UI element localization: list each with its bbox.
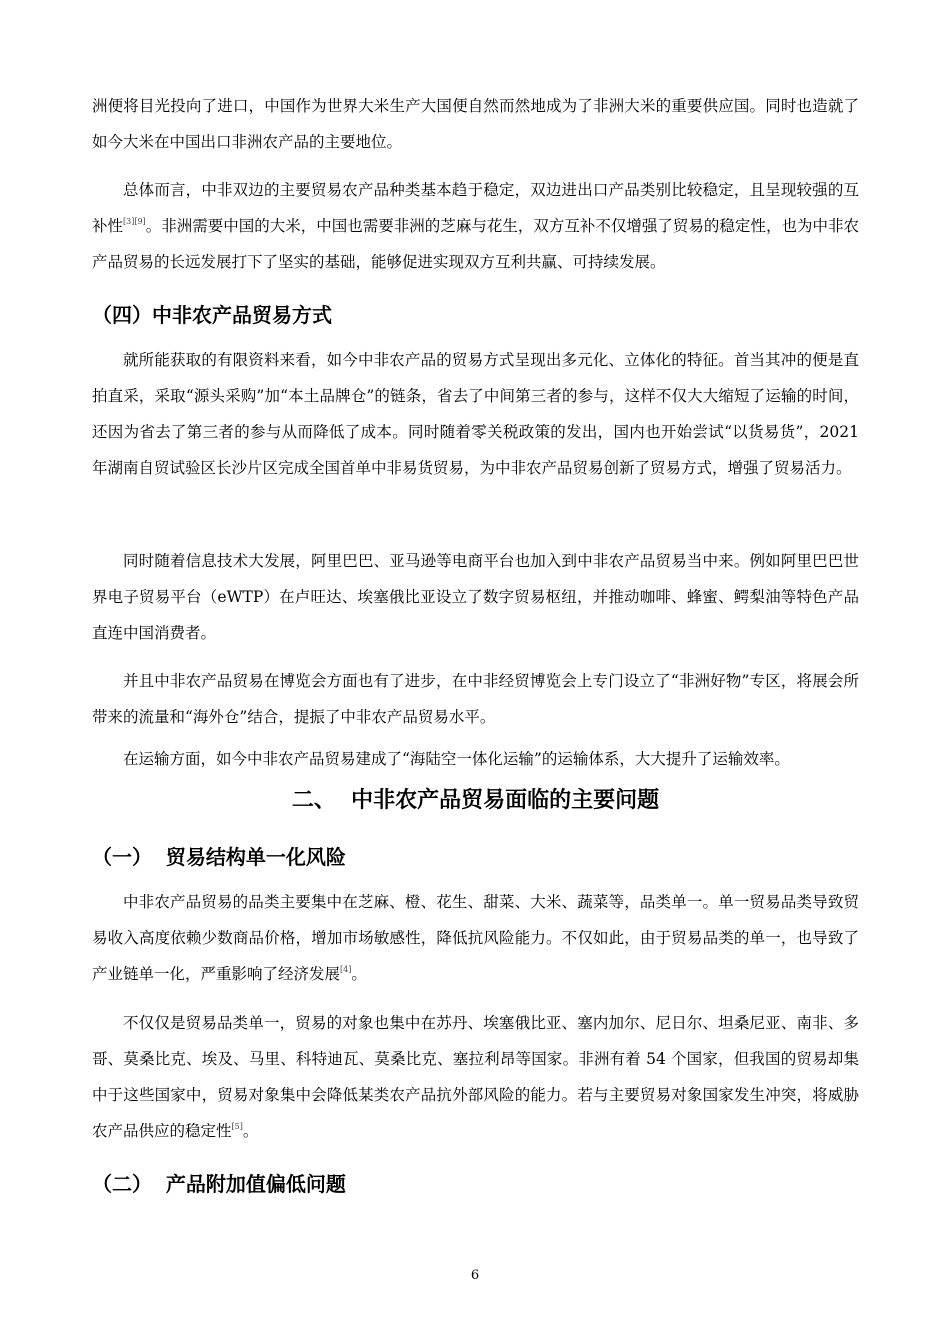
paragraph-text: 同时随着信息技术大发展，阿里巴巴、亚马逊等电商平台也加入到中非农产品贸易当中来。例如阿里巴巴世界电子贸易平台（eWTP）在卢旺达、埃塞俄比亚设立了数字贸易枢纽，并推动咖啡、蜂蜜、鳄梨油等特色产品直连中国消费者。 xyxy=(92,552,859,642)
paragraph-trade-partners xyxy=(92,1005,859,1149)
section-heading-trade-methods: （四）中非农产品贸易方式 xyxy=(92,303,332,327)
page-number: 6 xyxy=(470,1268,480,1283)
paragraph-text: 就所能获取的有限资料来看，如今中非农产品的贸易方式呈现出多元化、立体化的特征。首当其冲的便是直拍直采，采取“源头采购”加“本土品牌仓”的链条，省去了中间第三者的参与，这样不仅大大缩短了运输的时间，还因为省去了第三者的参与从而降低了成本。同时随着零关税政策的发出，国内也开始尝试“以货易货”，2021 年湖南自贸试验区长沙片区完成全国首单中非易货贸易，为中非农产品贸易创新了贸易方式，增强了贸易活力。 xyxy=(92,351,859,477)
paragraph-transport xyxy=(92,741,859,777)
paragraph-complementarity xyxy=(92,172,859,280)
paragraph-text: 。非洲需要中国的大米，中国也需要非洲的芝麻与花生，双方互补不仅增强了贸易的稳定性，也为中非农产品贸易的长远发展打下了坚实的基础，能够促进实现双方互利共赢、可持续发展。 xyxy=(92,217,859,271)
paragraph-text: 。 xyxy=(242,1122,259,1140)
paragraph-text: 。 xyxy=(351,965,367,983)
paragraph-rice-import xyxy=(92,88,859,160)
citation: [5] xyxy=(231,1122,243,1131)
paragraph-text: 洲便将目光投向了进口，中国作为世界大米生产大国便自然而然地成为了非洲大米的重要供应国。同时也造就了如今大米在中国出口非洲农产品的主要地位。 xyxy=(92,97,859,151)
section-heading-structure-risk: （一） 贸易结构单一化风险 xyxy=(92,845,346,869)
paragraph-text: 在运输方面，如今中非农产品贸易建成了“海陆空一体化运输”的运输体系，大大提升了运输效率。 xyxy=(123,750,790,768)
section-heading-low-value-added: （二） 产品附加值偏低问题 xyxy=(92,1172,346,1196)
paragraph-ecommerce xyxy=(92,543,859,651)
paragraph-text: 并且中非农产品贸易在博览会方面也有了进步，在中非经贸博览会上专门设立了“非洲好物”专区，将展会所带来的流量和“海外仓”结合，提振了中非农产品贸易水平。 xyxy=(92,672,859,726)
citation: [3][9] xyxy=(123,217,146,226)
paragraph-text: 不仅仅是贸易品类单一，贸易的对象也集中在苏丹、埃塞俄比亚、塞内加尔、尼日尔、坦桑尼亚、南非、多哥、莫桑比克、埃及、马里、科特迪瓦、莫桑比克、塞拉利昂等国家。非洲有着 54 个国家，但我国的贸易却集中于这些国家中，贸易对象集中会降低某类农产品抗外部风险的能力。若与主要贸易对象国家发生冲突，将威胁农产品供应的稳定性 xyxy=(92,1014,859,1140)
paragraph-text: 总体而言，中非双边的主要贸易农产品种类基本趋于稳定，双边进出口产品类别比较稳定，且呈现较强的互补性 xyxy=(92,181,859,235)
citation: [4] xyxy=(340,965,352,974)
paragraph-trade-methods xyxy=(92,342,859,486)
paragraph-expo xyxy=(92,663,859,735)
paragraph-text: 中非农产品贸易的品类主要集中在芝麻、橙、花生、甜菜、大米、蔬菜等，品类单一。单一贸易品类导致贸易收入高度依赖少数商品价格，增加市场敏感性，降低抗风险能力。不仅如此，由于贸易品类的单一，也导致了产业链单一化，严重影响了经济发展 xyxy=(92,893,859,983)
chapter-heading-main-problems: 二、 中非农产品贸易面临的主要问题 xyxy=(291,788,660,813)
paragraph-single-category xyxy=(92,884,859,992)
